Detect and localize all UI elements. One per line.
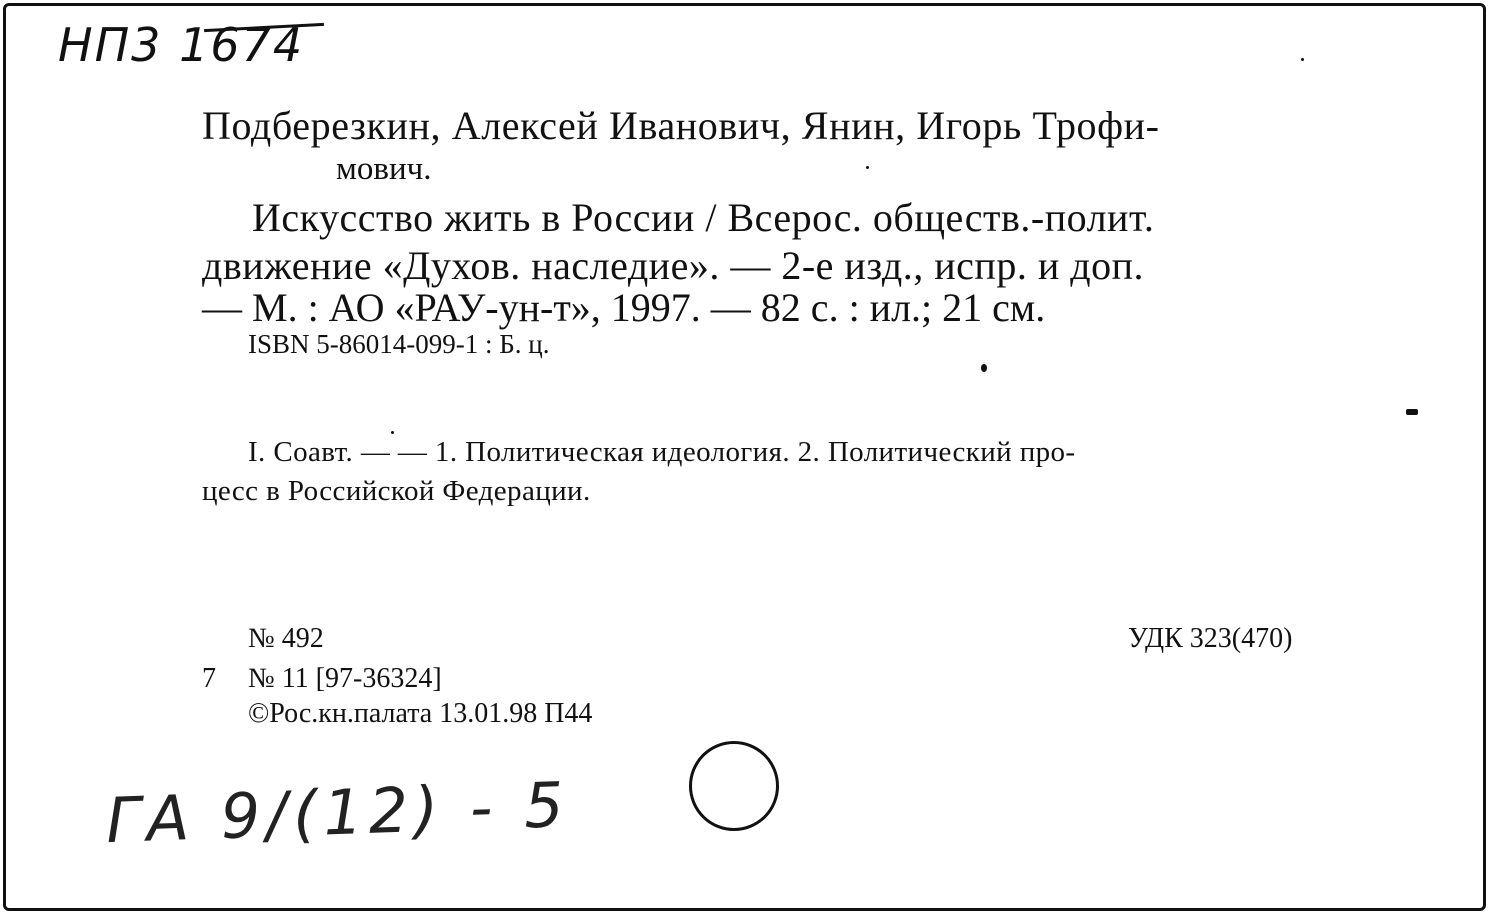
catalog-card (3, 3, 1486, 911)
scan-speck (866, 166, 869, 169)
title-line-3: — М. : АО «РАУ-ун-т», 1997. — 82 с. : ил.; 21 см. (202, 285, 1046, 330)
handwritten-shelf-mark: ГА 9/(12) - 5 (104, 767, 571, 858)
author-line: Подберезкин, Алексей Иванович, Янин, Игорь Трофи- (202, 103, 1160, 148)
scan-speck (391, 431, 394, 434)
record-number: № 492 (248, 623, 324, 654)
handwritten-call-number: НП3 1674 (58, 18, 305, 72)
copyright-line: ©Рос.кн.палата 13.01.98 П44 (248, 698, 593, 729)
title-line-1: Искусство жить в России / Всерос. обществ.-полит. (252, 195, 1155, 240)
scan-speck (1406, 409, 1418, 415)
subjects-line-2: цесс в Российской Федерации. (202, 475, 591, 507)
isbn-line: ISBN 5-86014-099-1 : Б. ц. (248, 329, 550, 359)
punch-hole-circle (689, 741, 779, 831)
subjects-line-1: I. Соавт. — — 1. Политическая идеология. 2. Политический про- (248, 436, 1076, 468)
record-number-2: № 11 [97-36324] (248, 663, 442, 694)
author-line-continuation: мович. (336, 151, 432, 187)
record-number-2-prefix: 7 (202, 663, 216, 694)
scan-speck (1301, 58, 1304, 61)
scan-speck (981, 364, 987, 372)
title-line-2: движение «Духов. наследие». — 2-е изд., испр. и доп. (202, 243, 1144, 288)
udk-code: УДК 323(470) (1128, 623, 1293, 654)
